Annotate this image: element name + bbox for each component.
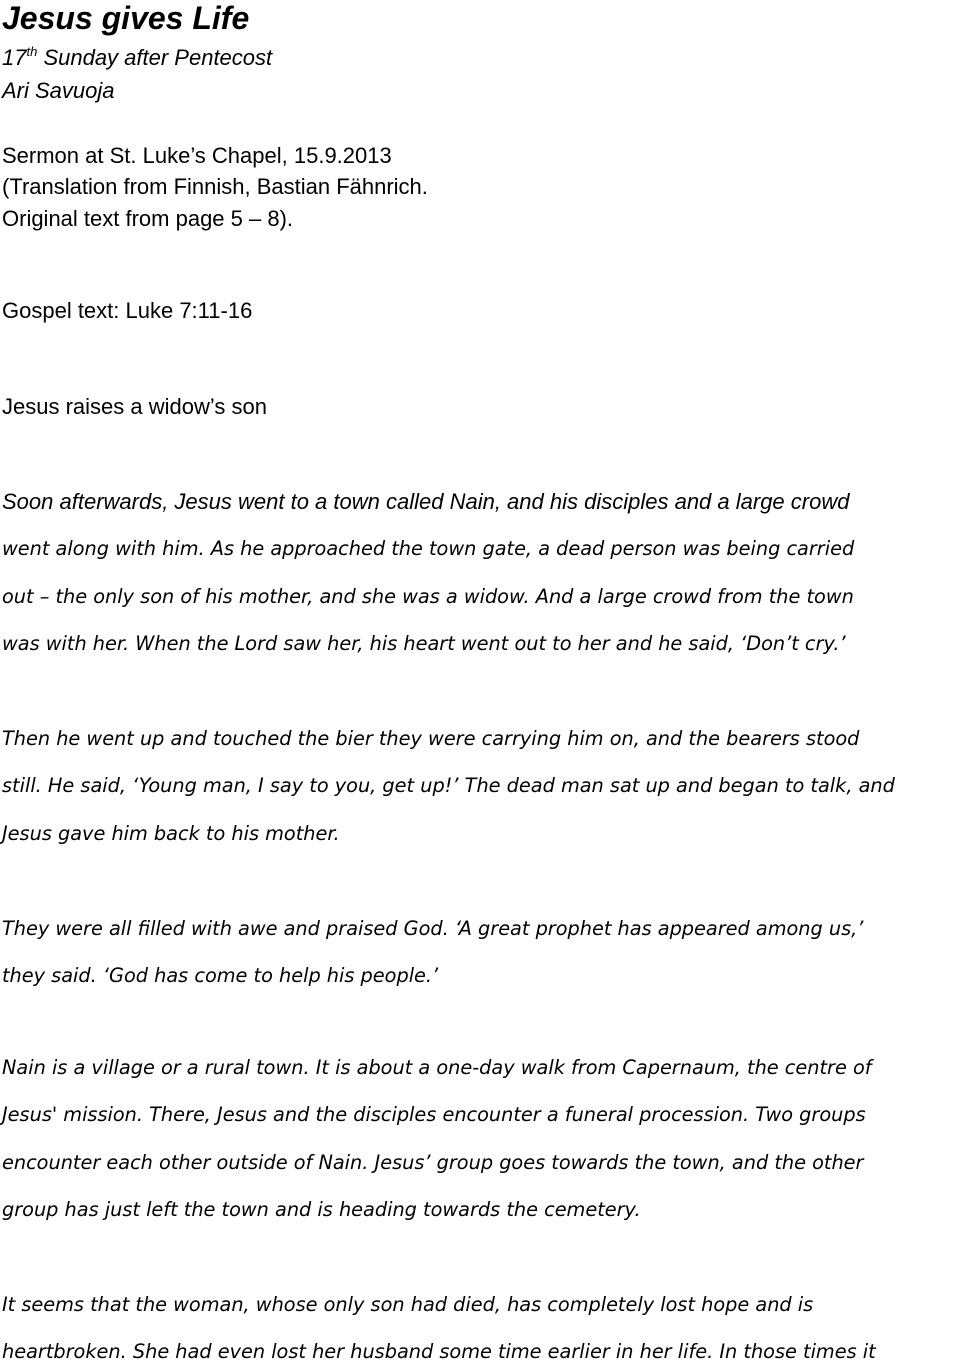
sermon-info-line-2: (Translation from Finnish, Bastian Fähnrich. <box>2 174 428 199</box>
occasion-text: Sunday after Pentecost <box>37 45 273 70</box>
sermon-info-line-3: Original text from page 5 – 8). <box>2 206 294 231</box>
gospel-reference: Gospel text: Luke 7:11-16 <box>2 298 253 323</box>
paragraph-line: out – the only son of his mother, and she was a widow. And a large crowd from the town <box>2 584 854 608</box>
occasion-number: 17 <box>2 45 27 70</box>
author-name: Ari Savuoja <box>2 78 115 103</box>
paragraph-line: group has just left the town and is heading towards the cemetery. <box>2 1197 641 1221</box>
paragraph-line: Jesus gave him back to his mother. <box>2 821 340 845</box>
paragraph-line: Jesus' mission. There, Jesus and the disciples encounter a funeral procession. Two groups <box>2 1103 866 1127</box>
paragraph <box>2 715 895 857</box>
paragraph <box>2 478 854 667</box>
document-title: Jesus gives Life <box>2 0 250 36</box>
paragraph-line: they said. ‘God has come to help his people.’ <box>2 964 439 988</box>
paragraph <box>2 1281 876 1365</box>
paragraph-line: still. He said, ‘Young man, I say to you, get up!’ The dead man sat up and began to talk, and <box>2 774 895 798</box>
paragraph-line: Soon afterwards, Jesus went to a town called Nain, and his disciples and a large crowd <box>2 489 850 514</box>
occasion-line <box>2 42 272 74</box>
paragraph <box>2 905 863 1000</box>
sermon-info-line-1: Sermon at St. Luke’s Chapel, 15.9.2013 <box>2 143 392 168</box>
paragraph-line: was with her. When the Lord saw her, his heart went out to her and he said, ‘Don’t cry.’ <box>2 631 846 655</box>
gospel-heading: Jesus raises a widow’s son <box>2 394 267 419</box>
paragraph-line: heartbroken. She had even lost her husband some time earlier in her life. In those times it <box>2 1340 876 1364</box>
paragraph <box>2 1044 872 1233</box>
paragraph-line: Nain is a village or a rural town. It is about a one-day walk from Capernaum, the centre of <box>2 1056 872 1079</box>
paragraph-line: Then he went up and touched the bier they were carrying him on, and the bearers stood <box>2 727 860 750</box>
paragraph-line: They were all filled with awe and praised God. ‘A great prophet has appeared among us,’ <box>2 917 864 940</box>
paragraph-line: went along with him. As he approached the town gate, a dead person was being carried <box>2 537 855 561</box>
occasion-ordinal-suffix: th <box>26 44 38 59</box>
paragraph-line: encounter each other outside of Nain. Jesus’ group goes towards the town, and the other <box>2 1150 864 1174</box>
paragraph-line: It seems that the woman, whose only son had died, has completely lost hope and is <box>2 1293 814 1316</box>
